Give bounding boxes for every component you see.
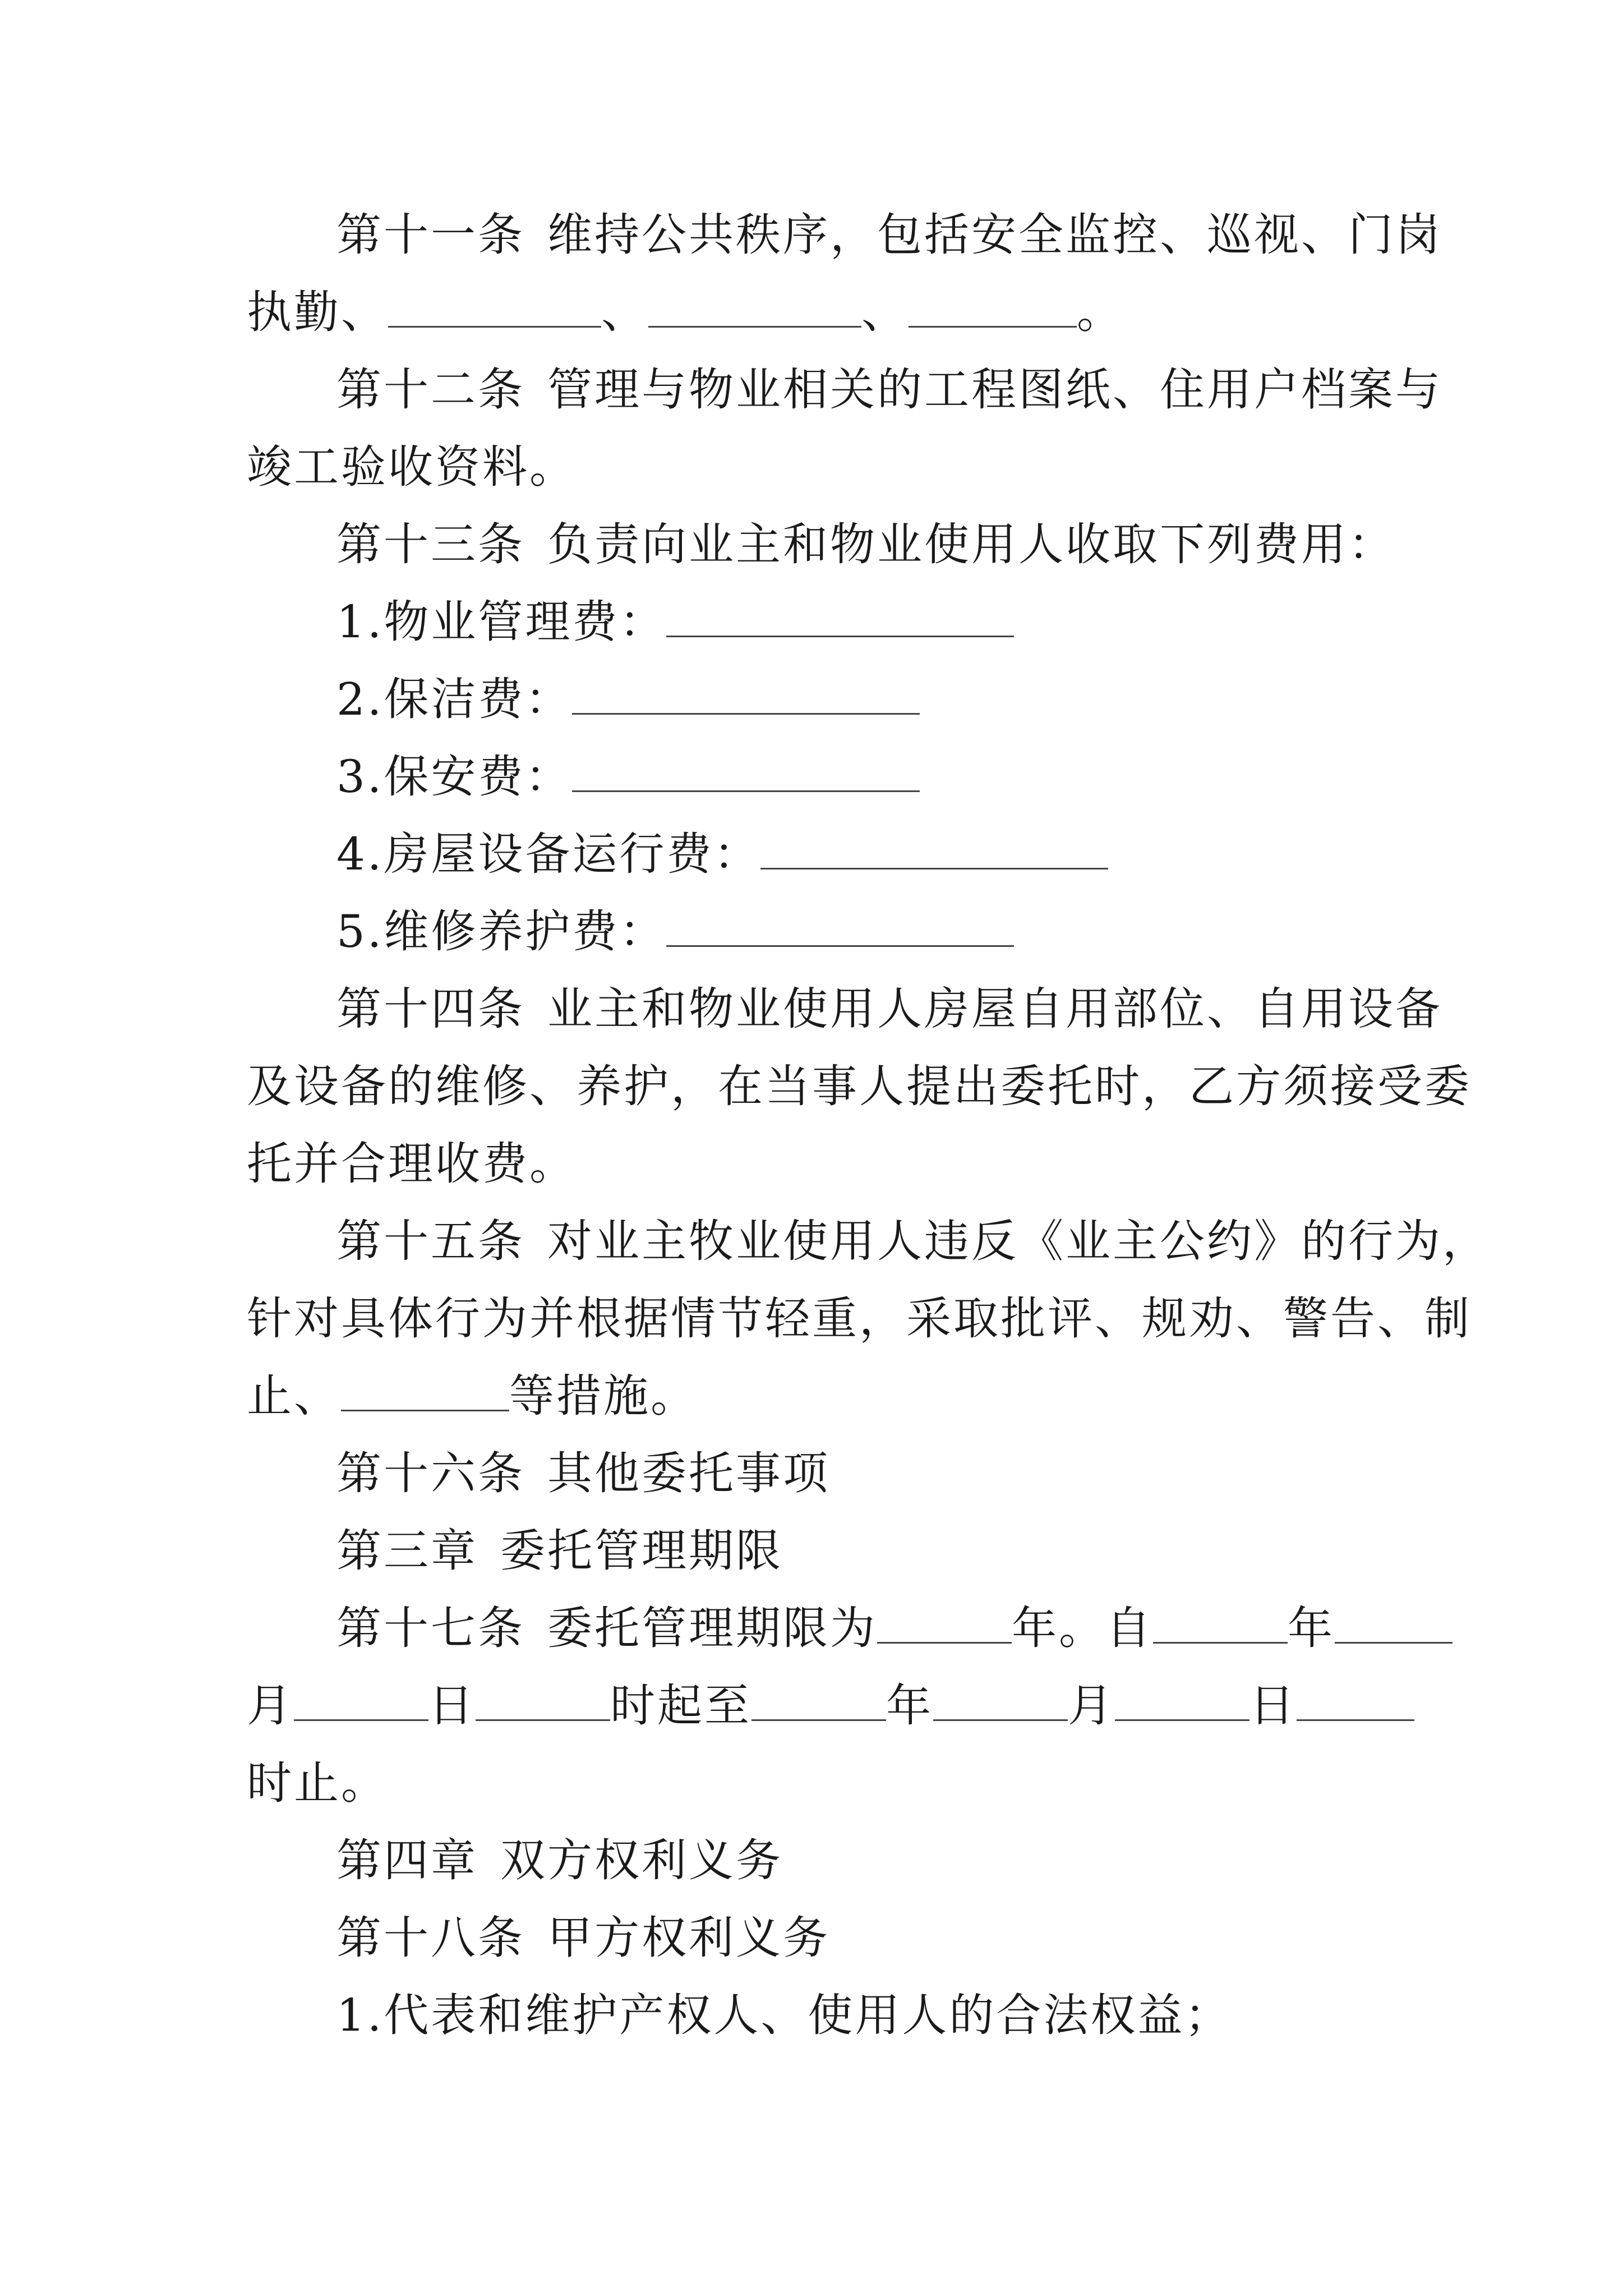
article-17-heading: 第十七条 [336,1602,525,1654]
blank-field[interactable] [909,287,1077,328]
article-15-line-1: 第十五条 对业主牧业使用人违反《业主公约》的行为， [336,1215,1490,1267]
chapter-4-title: 第四章 双方权利义务 [336,1834,783,1887]
chapter-3-title: 第三章 委托管理期限 [336,1525,783,1577]
article-13-heading: 第十三条 [336,518,525,570]
chapter-4-heading: 第四章 [336,1834,478,1887]
article-11-line-1 [247,196,1442,274]
blank-field[interactable] [572,674,920,715]
article-14-line-3: 托并合理收费。 [247,1138,577,1190]
article-12-line-2: 竣工验收资料。 [247,441,577,493]
blank-field[interactable] [648,287,861,328]
blank-field[interactable] [572,751,920,792]
article-17-line-2: 月 日 时起至 年 月 日 [247,1667,1380,1745]
fee-item-4: 4.房屋设备运行费： [247,816,1380,893]
article-15-line-3: 止、 等措施。 [247,1370,698,1422]
article-18-item-1: 1.代表和维护产权人、使用人的合法权益； [336,1989,1232,2041]
article-13-line-1: 第十三条 负责向业主和物业使用人收取下列费用： [336,518,1395,570]
article-17-line-1: 第十七条 委托管理期限为 年。自 年 [247,1590,1380,1667]
fee-item-2: 2.保洁费： [247,661,1380,738]
article-18-heading: 第十八条 [336,1912,525,1964]
article-11-text: 维持公共秩序，包括安全监控、巡视、门岗 [547,209,1442,261]
blank-field[interactable] [877,1603,1012,1644]
blank-field[interactable] [1115,1680,1249,1721]
fee-item-1: 1.物业管理费： [247,583,1380,661]
blank-field[interactable] [1335,1603,1453,1644]
fee-item-3: 3.保安费： [247,738,1380,816]
article-15-line-2: 针对具体行为并根据情节轻重，采取批评、规劝、警告、制 [247,1292,1472,1345]
blank-field[interactable] [1153,1603,1288,1644]
article-16-heading: 第十六条 [336,1447,525,1499]
article-16: 第十六条 其他委托事项 [336,1447,830,1499]
blank-field[interactable] [341,1370,509,1411]
article-17-line-3: 时止。 [247,1757,388,1809]
blank-field[interactable] [666,906,1014,947]
blank-field[interactable] [1297,1680,1414,1721]
blank-field[interactable] [666,596,1014,637]
fee-item-5: 5.维修养护费： [247,893,1380,970]
article-11-heading: 第十一条 [336,209,525,261]
article-14-line-1: 第十四条 业主和物业使用人房屋自用部位、自用设备 [336,983,1442,1035]
blank-field[interactable] [388,287,601,328]
article-15-heading: 第十五条 [336,1215,525,1267]
blank-field[interactable] [933,1680,1068,1721]
article-14-line-2: 及设备的维修、养护，在当事人提出委托时，乙方须接受委 [247,1060,1472,1112]
blank-field[interactable] [751,1680,886,1721]
article-18: 第十八条 甲方权利义务 [336,1912,830,1964]
blank-field[interactable] [294,1680,428,1721]
article-14-heading: 第十四条 [336,983,525,1035]
chapter-3-heading: 第三章 [336,1525,478,1577]
blank-field[interactable] [760,829,1108,869]
blank-field[interactable] [476,1680,610,1721]
article-12-line-1: 第十二条 管理与物业相关的工程图纸、住用户档案与 [336,364,1442,416]
document-page [247,196,1490,2054]
article-12-heading: 第十二条 [336,364,525,416]
article-11-line-2: 执勤、 、 、 。 [247,286,1124,338]
